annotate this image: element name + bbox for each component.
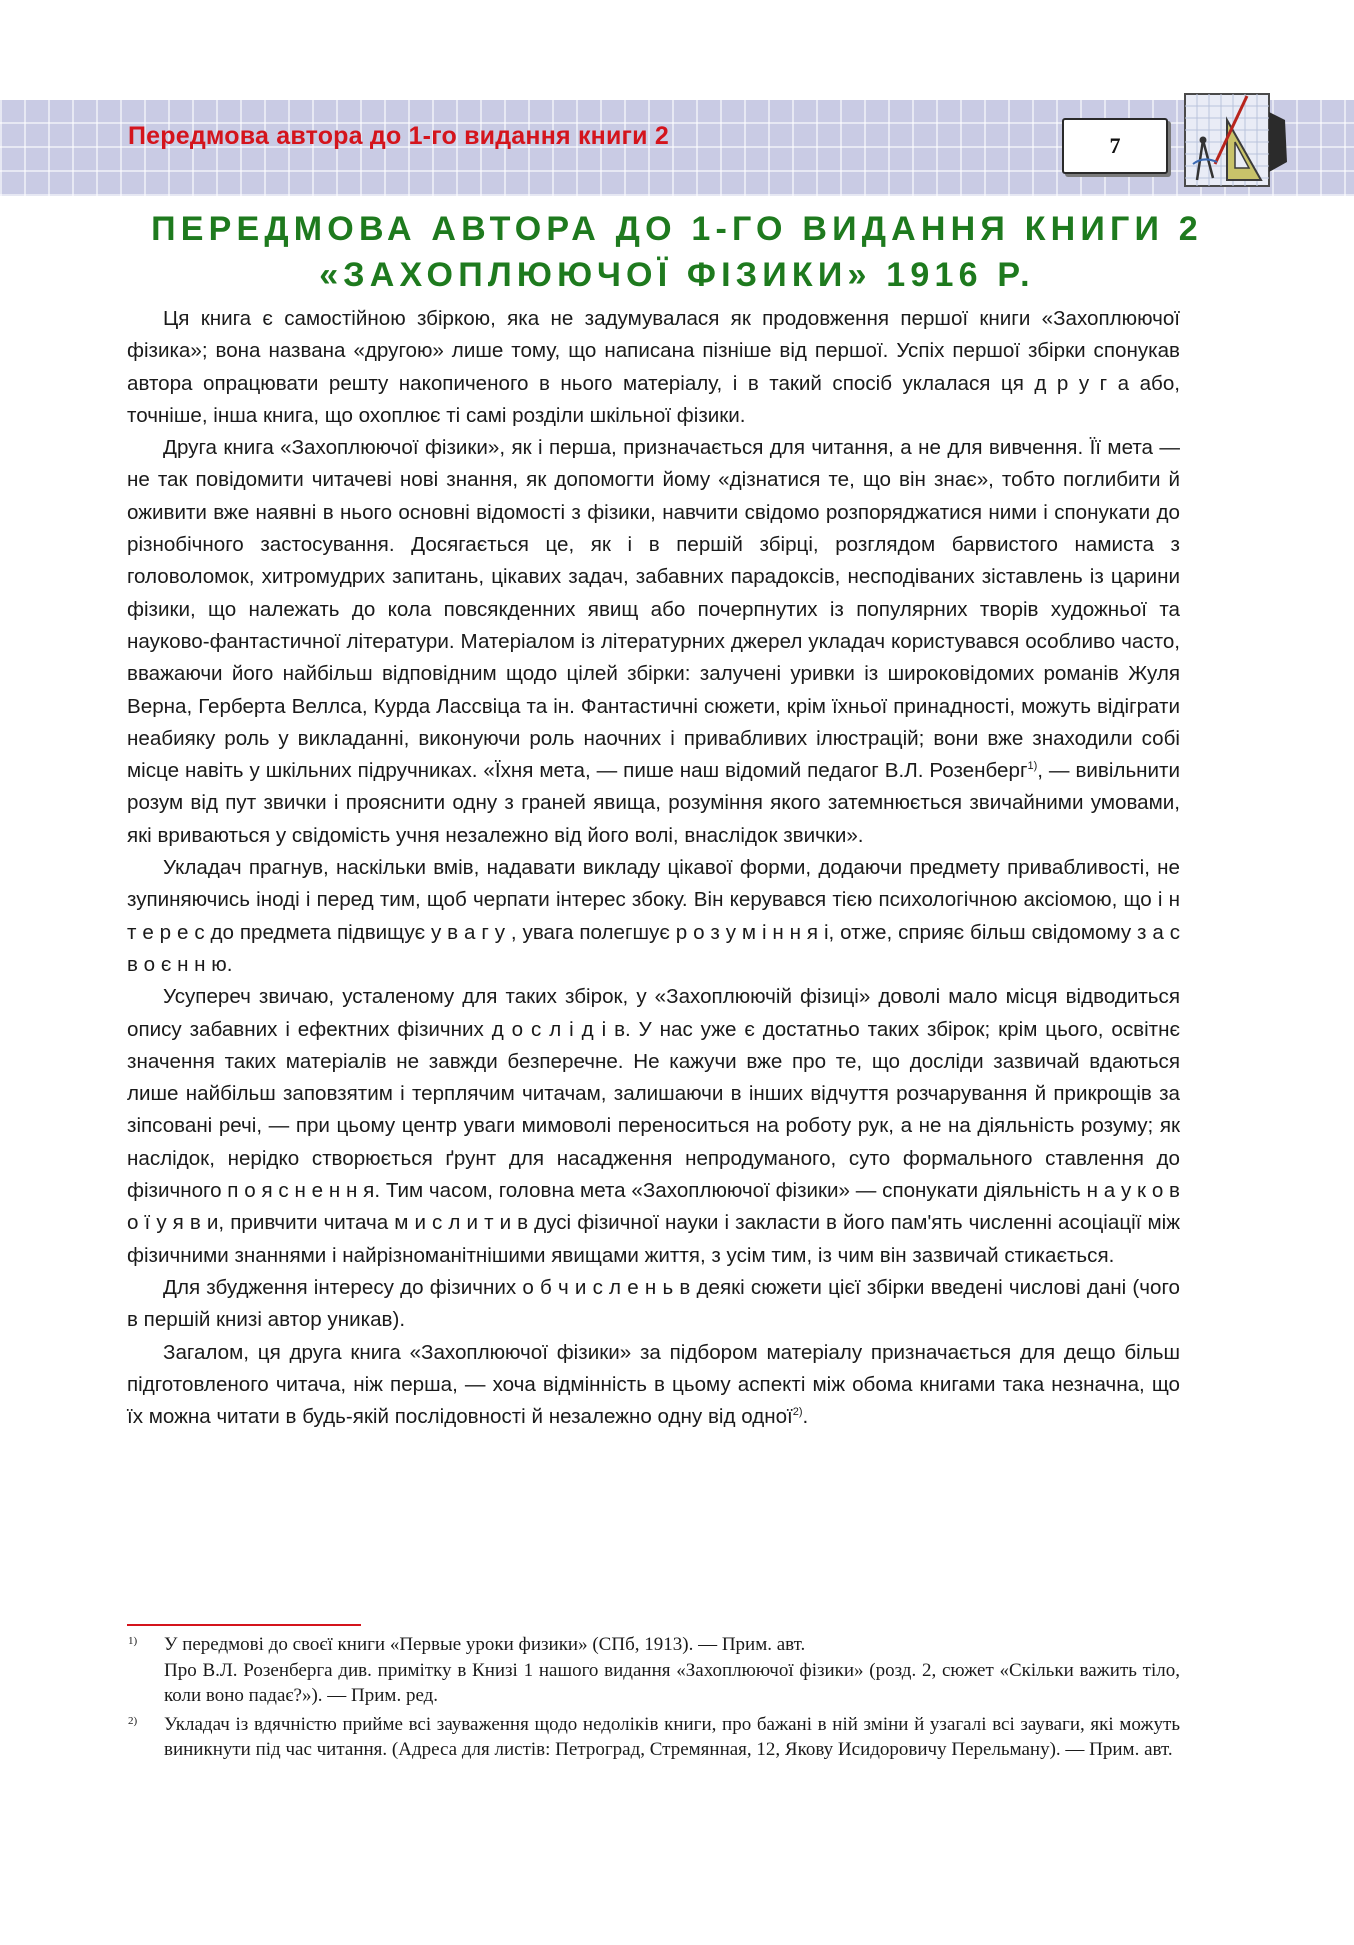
drafting-tools-icon: [1183, 90, 1297, 194]
body-text: [127, 303, 1180, 1433]
footnote-separator: [127, 1624, 361, 1626]
page-number-box: [1062, 118, 1168, 174]
paragraph-6: [127, 1337, 1180, 1434]
running-header-title: Передмова автора до 1-го видання книги 2: [128, 122, 669, 150]
paragraph-5: Для збудження інтересу до фізичних о б ч и с л е н ь в деякі сюжети цієї збірки введені числові дані (чого в першій книзі автор уникав).: [127, 1275, 1180, 1332]
footnote-ref-2: 2): [792, 1406, 803, 1419]
paragraph-3: Укладач прагнув, наскільки вмів, надавати викладу цікавої форми, додаючи предмету привабливості, не зупиняючись іноді і перед тим, щоб черпати інтерес збоку. Він керувався тією психологічною аксіомою, що і н т е р е с до предмета підвищує у в а г у , увага полегшує р о з у м і н н я і, отже, сприяє більш свідомому з а с в о є н н ю.: [127, 856, 1180, 976]
paragraph-4: Усупереч звичаю, усталеному для таких збірок, у «Захоплюючій фізиці» доволі мало місця відводиться опису забавних і ефектних фізичних д о с л і д і в. У нас уже є достатньо таких збірок; крім цього, освітнє значення таких матеріалів не завжди безперечне. Не кажучи вже про те, що досліди зазвичай вдаються лише найбільш заповзятим і терплячим читачам, залишаючи в інших відчуття розчарування й прикрощів за зіпсовані речі, — при цьому центр уваги мимоволі переноситься на роботу рук, а не на діяльність розуму; як наслідок, нерідко створюється ґрунт для насадження непродуманого, суто формального ставлення до фізичного п о я с н е н н я. Тим часом, головна мета «Захоплюючої фізики» — спонукати діяльність н а у к о в о ї у я в и, привчити читача м и с л и т и в дусі фізичної науки і закласти в його пам'ять численні асоціації між фізичними знаннями і найрізноманітнішими явищами життя, з усім тим, із чим він зазвичай стикається.: [127, 985, 1180, 1267]
footnote-1-text-continued: Про В.Л. Розенберга див. примітку в Книзі 1 нашого видання «Захоплюючої фізики» (розд. 2, сюжет «Скільки важить тіло, коли воно падає?»). — Прим. ред.: [164, 1659, 1180, 1706]
paragraph-2: [127, 432, 1180, 852]
paragraph-2-part-a: Друга книга «Захоплюючої фізики», як і перша, призначається для читання, а не для вивчення. Її мета — не так повідомити читачеві нові знання, як допомогти йому «дізнатися те, що він знає», тобто поглибити й оживити вже наявні в нього основні відомості з фізики, навчити свідомо розпоряджатися ними і спонукати до різнобічного застосування. Досягається це, як і в першій збірці, розглядом барвистого намиста з головоломок, хитромудрих запитань, цікавих задач, забавних парадоксів, несподіваних зіставлень із царини фізики, що належать до кола повсякденних явищ або почерпнутих із популярних творів художньої та науково-фантастичної літератури. Матеріалом із літературних джерел укладач користувався особливо часто, вважаючи його найбільш відповідним щодо цілей збірки: залучені уривки із широковідомих романів Жуля Верна, Герберта Веллса, Курда Лассвіца та ін. Фантастичні сюжети, крім їхньої принадності, можуть відіграти неабияку роль у викладанні, виконуючи роль наочних і привабливих ілюстрацій; вони вже знаходили собі місце навіть у шкільних підручниках. «Їхня мета, — пише наш відомий педагог В.Л. Розенберг: [127, 436, 1180, 783]
page-title-line1: ПЕРЕДМОВА АВТОРА ДО 1-ГО ВИДАННЯ КНИГИ 2: [151, 210, 1203, 248]
footnote-2-text: Укладач із вдячністю прийме всі зауваження щодо недоліків книги, про бажані в ній зміни й узагалі всі зауваги, які можуть виникнути під час читання. (Адреса для листів: Петроград, Стремянная, 12, Якову Исидоровичу Перельману). — Прим. авт.: [164, 1713, 1180, 1760]
footnote-2-mark: 2): [128, 1714, 138, 1727]
page-title-line2: «ЗАХОПЛЮЮЧОЇ ФІЗИКИ» 1916 Р.: [319, 256, 1035, 294]
footnote-ref-1: 1): [1027, 760, 1038, 773]
paragraph-2-part-b: , — вивільнити розум від пут звички і прояснити одну з граней явища, розуміння якого затемнюється звичайними умовами, які вриваються у свідомість учня незалежно від його волі, внаслідок звички».: [127, 759, 1180, 847]
footnote-2: [127, 1712, 1180, 1763]
page-number: 7: [1109, 133, 1121, 158]
paragraph-6-part-b: .: [802, 1405, 809, 1429]
footnote-1-text: У передмові до своєї книги «Первые уроки физики» (СПб, 1913). — Прим. авт.: [164, 1634, 806, 1655]
footnote-1-mark: 1): [128, 1635, 138, 1647]
footnote-1: [127, 1632, 1180, 1709]
page-title: [0, 206, 1354, 298]
paragraph-1: Ця книга є самостійною збіркою, яка не задумувалася як продовження першої книги «Захоплюючої фізика»; вона названа «другою» лише тому, що написана пізніше від першої. Успіх першої збірки спонукав автора опрацювати решту накопиченого в нього матеріалу, і в такий спосіб уклалася ця д р у г а або, точніше, інша книга, що охоплює ті самі розділи шкільної фізики.: [127, 307, 1180, 427]
paragraph-6-part-a: Загалом, ця друга книга «Захоплюючої фізики» за підбором матеріалу призначається для дещо більш підготовленого читача, ніж перша, — хоча відмінність в цьому аспекті між обома книгами така незначна, що їх можна читати в будь-якій послідовності й незалежно одну від одної: [127, 1340, 1180, 1429]
footnotes: [127, 1632, 1180, 1763]
